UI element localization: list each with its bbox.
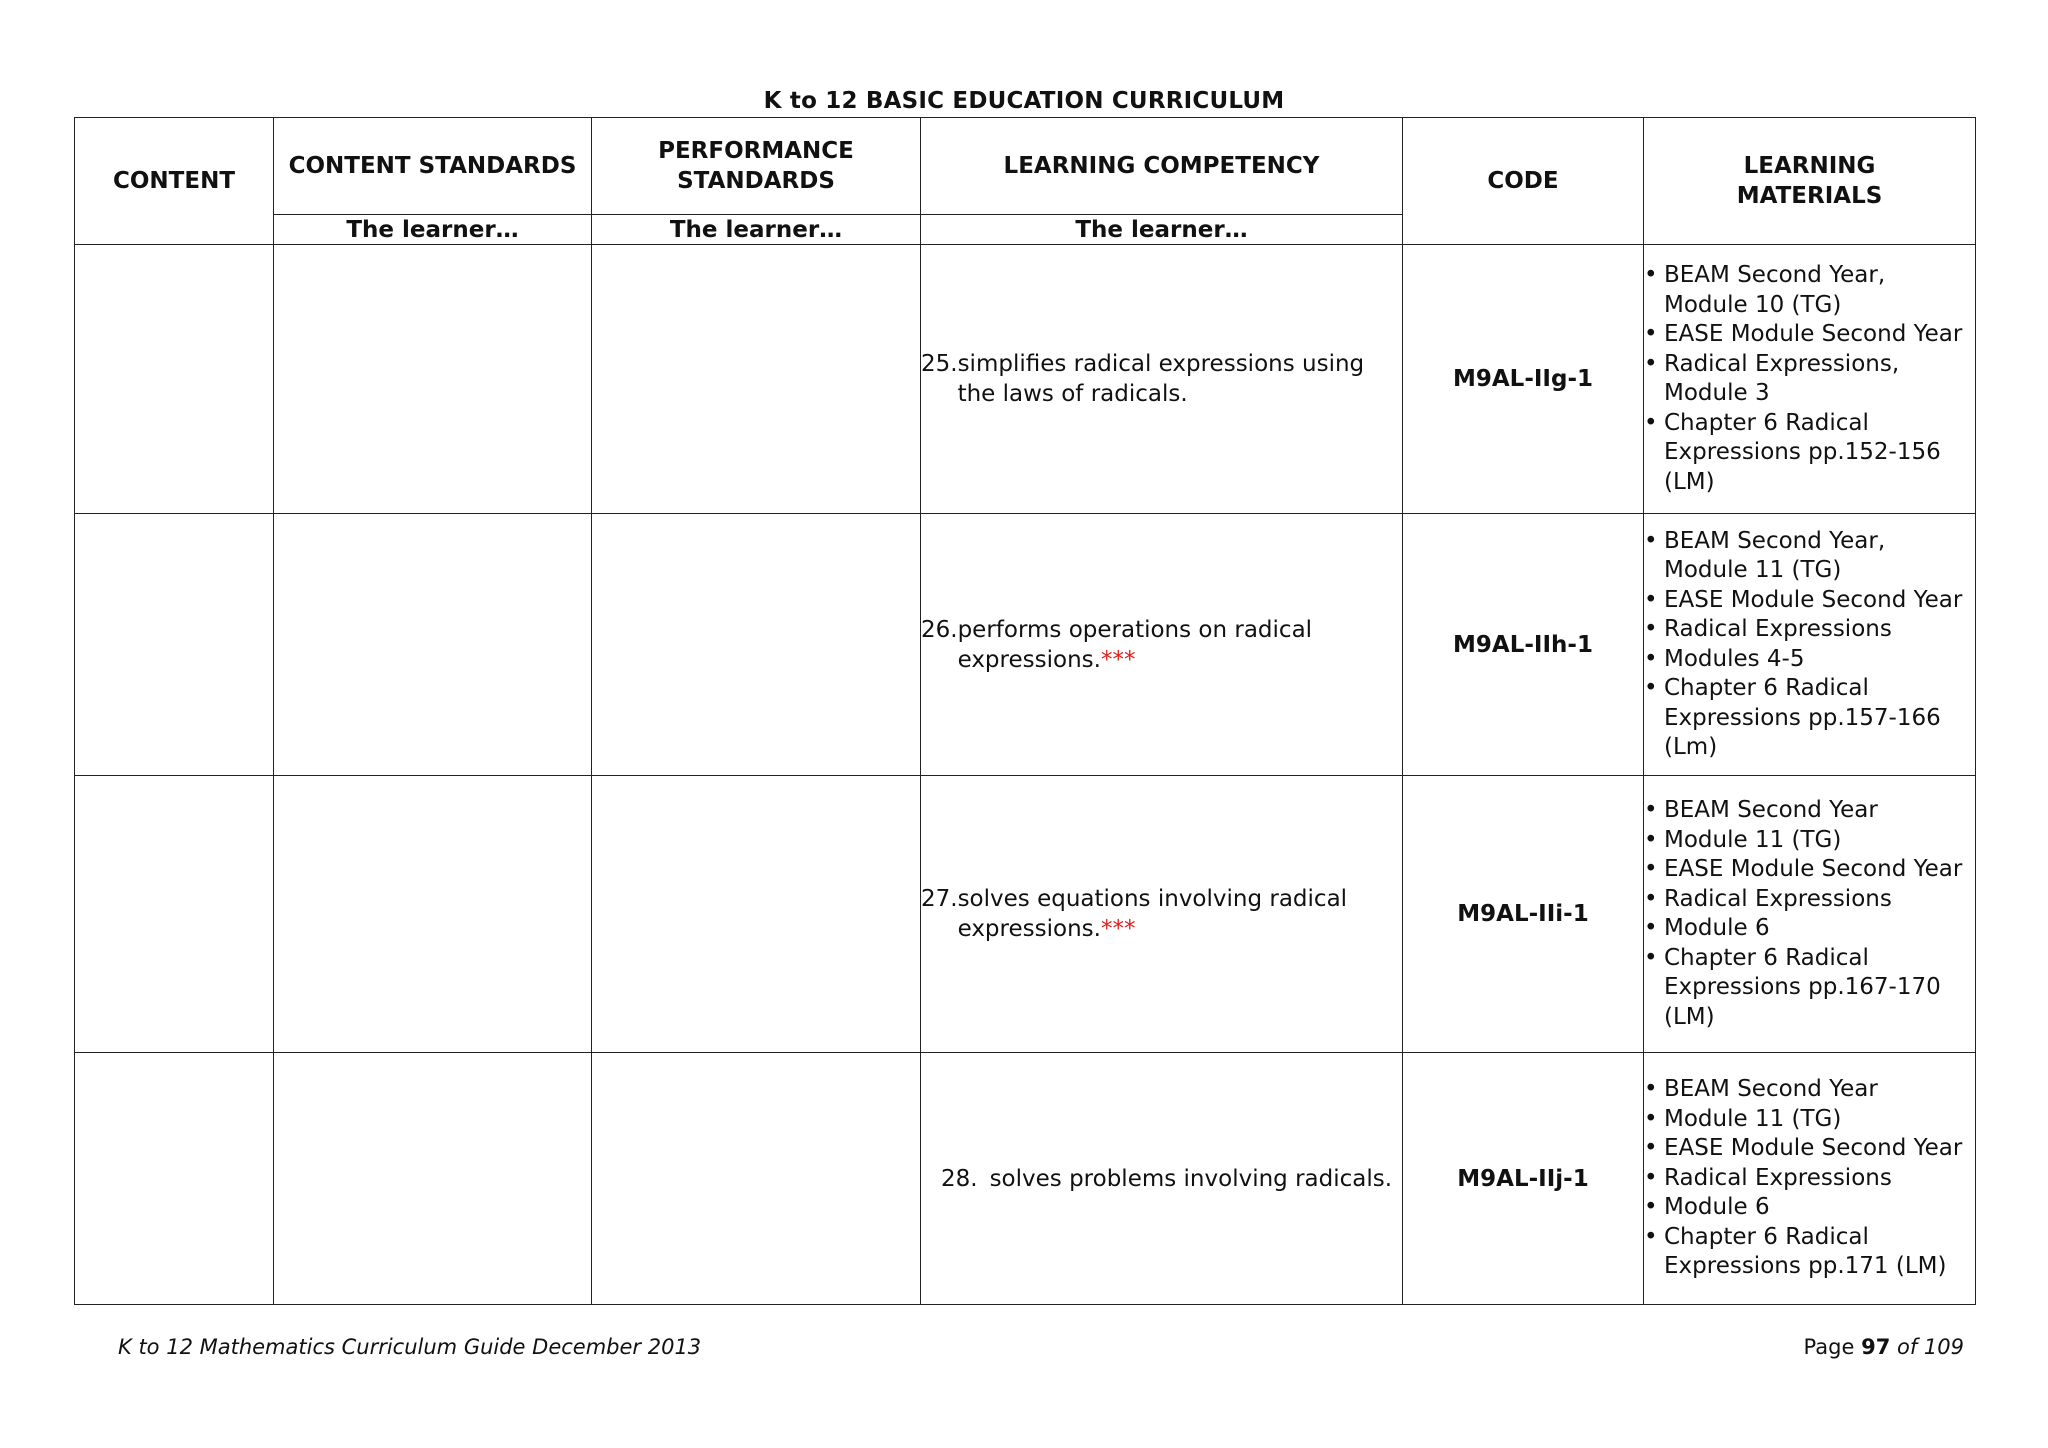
material-item: • Module 6	[1644, 914, 1975, 944]
performance-standards-cell	[592, 1053, 921, 1305]
footer-guide-title: K to 12 Mathematics Curriculum Guide December 2013	[118, 1335, 702, 1359]
table-row	[75, 776, 1976, 1053]
header-learner-sub: The learner…	[274, 215, 592, 245]
learning-materials-cell	[1644, 776, 1976, 1053]
competency-code: M9AL-IIh-1	[1403, 514, 1644, 776]
header-content-standards: CONTENT STANDARDS	[274, 118, 592, 215]
header-learner-sub: The learner…	[592, 215, 921, 245]
material-item: • Modules 4-5	[1644, 645, 1975, 675]
content-standards-cell	[274, 1053, 592, 1305]
competency-code: M9AL-IIg-1	[1403, 245, 1644, 514]
learning-materials-cell	[1644, 245, 1976, 514]
header-content: CONTENT	[75, 118, 274, 245]
competency-number: 26.	[921, 616, 958, 643]
competency-code: M9AL-IIj-1	[1403, 1053, 1644, 1305]
material-item: • Chapter 6 Radical Expressions pp.167-170 (LM)	[1644, 944, 1975, 1033]
materials-list	[1644, 527, 1975, 763]
competency-cell	[921, 776, 1403, 1053]
material-item: • Chapter 6 Radical Expressions pp.157-166 (Lm)	[1644, 674, 1975, 763]
header-code: CODE	[1403, 118, 1644, 245]
material-item: • EASE Module Second Year	[1644, 320, 1975, 350]
table-row	[75, 1053, 1976, 1305]
content-standards-cell	[274, 776, 592, 1053]
competency-number: 27.	[921, 886, 958, 912]
content-cell	[75, 776, 274, 1053]
material-item: • Radical Expressions	[1644, 615, 1975, 645]
competency-cell	[921, 245, 1403, 514]
header-learning-competency: LEARNING COMPETENCY	[921, 118, 1403, 215]
page-current: 97	[1861, 1335, 1891, 1359]
competency-cell	[921, 1053, 1403, 1305]
competency-text: solves equations involving radical expressions.	[957, 886, 1348, 942]
materials-list	[1644, 796, 1975, 1032]
material-item: • Radical Expressions	[1644, 885, 1975, 915]
material-item: • Module 6	[1644, 1193, 1975, 1223]
header-learner-sub: The learner…	[921, 215, 1403, 245]
performance-standards-cell	[592, 514, 921, 776]
content-standards-cell	[274, 514, 592, 776]
material-item: • BEAM Second Year	[1644, 796, 1975, 826]
competency-text: simplifies radical expressions using the laws of radicals.	[957, 351, 1365, 407]
page-total: of 109	[1897, 1335, 1964, 1359]
content-cell	[75, 245, 274, 514]
materials-list	[1644, 1075, 1975, 1282]
material-item: • BEAM Second Year, Module 10 (TG)	[1644, 261, 1975, 320]
material-item: • EASE Module Second Year	[1644, 1134, 1975, 1164]
material-item: • Module 11 (TG)	[1644, 826, 1975, 856]
learning-materials-cell	[1644, 1053, 1976, 1305]
curriculum-table	[74, 117, 1976, 1305]
priority-asterisks: ***	[1100, 646, 1136, 673]
competency-text: solves problems involving radicals.	[989, 1165, 1393, 1192]
content-cell	[75, 514, 274, 776]
competency-cell	[921, 514, 1403, 776]
learning-materials-cell	[1644, 514, 1976, 776]
material-item: • BEAM Second Year, Module 11 (TG)	[1644, 527, 1975, 586]
competency-text: performs operations on radical expressions.	[957, 616, 1313, 673]
materials-list	[1644, 261, 1975, 497]
material-item: • Chapter 6 Radical Expressions pp.152-156 (LM)	[1644, 409, 1975, 498]
performance-standards-cell	[592, 245, 921, 514]
table-row	[75, 245, 1976, 514]
priority-asterisks: ***	[1100, 916, 1136, 942]
material-item: • EASE Module Second Year	[1644, 586, 1975, 616]
footer-page-number	[1804, 1335, 1964, 1359]
competency-code: M9AL-IIi-1	[1403, 776, 1644, 1053]
content-cell	[75, 1053, 274, 1305]
page-prefix: Page	[1803, 1335, 1855, 1359]
material-item: • Module 11 (TG)	[1644, 1105, 1975, 1135]
document-title: K to 12 BASIC EDUCATION CURRICULUM	[763, 88, 1285, 114]
header-performance-standards: PERFORMANCE STANDARDS	[592, 118, 921, 215]
performance-standards-cell	[592, 776, 921, 1053]
material-item: • Radical Expressions, Module 3	[1644, 350, 1975, 409]
material-item: • Radical Expressions	[1644, 1164, 1975, 1194]
table-row	[75, 514, 1976, 776]
competency-number: 28.	[941, 1165, 978, 1192]
competency-number: 25.	[921, 351, 958, 377]
material-item: • EASE Module Second Year	[1644, 855, 1975, 885]
header-learning-materials: LEARNING MATERIALS	[1644, 118, 1976, 245]
content-standards-cell	[274, 245, 592, 514]
material-item: • Chapter 6 Radical Expressions pp.171 (LM)	[1644, 1223, 1975, 1282]
material-item: • BEAM Second Year	[1644, 1075, 1975, 1105]
